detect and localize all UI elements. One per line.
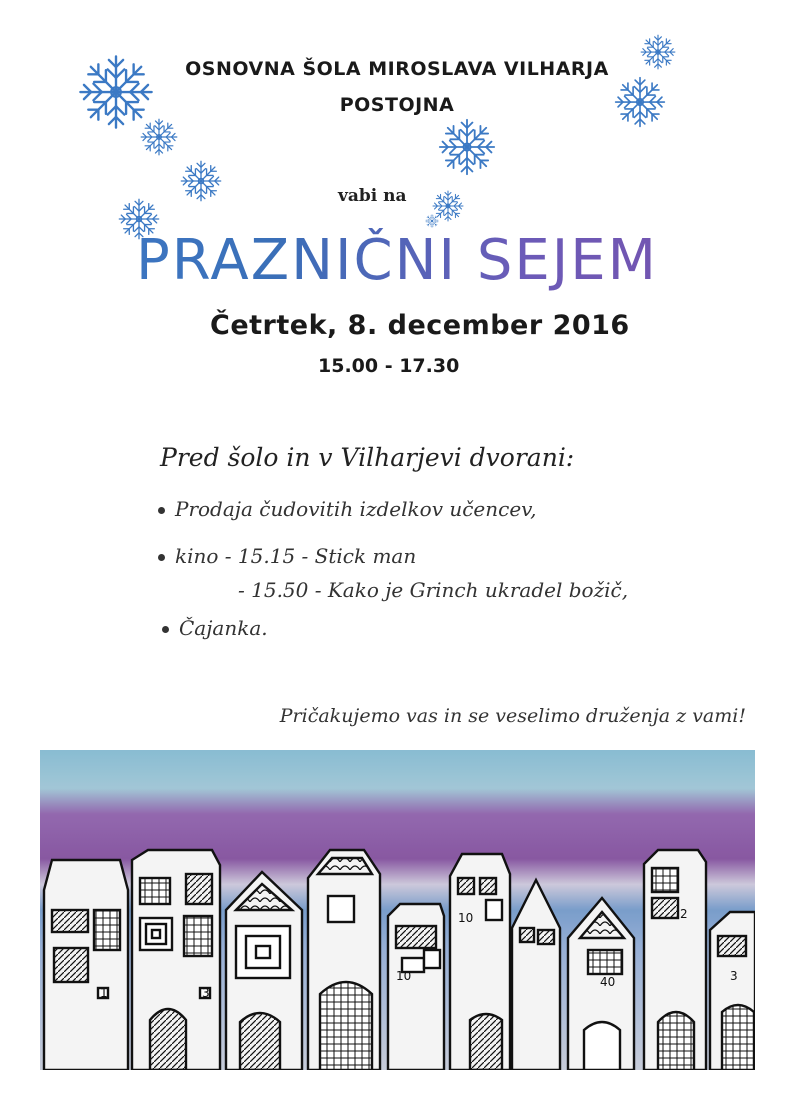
snowflake-icon bbox=[425, 214, 439, 228]
school-name: OSNOVNA ŠOLA MIROSLAVA VILHARJA bbox=[185, 58, 609, 80]
house-number: 3 bbox=[202, 986, 210, 1000]
program-item-text: kino - 15.15 - Stick man bbox=[175, 544, 417, 568]
snowflake-icon bbox=[438, 118, 496, 176]
program-intro: Pred šolo in v Vilharjevi dvorani: bbox=[160, 443, 575, 472]
house-number: 1 bbox=[100, 986, 108, 1000]
invite-text: vabi na bbox=[338, 186, 407, 206]
house-number: 10 bbox=[396, 969, 412, 983]
house-number: 3 bbox=[730, 969, 738, 983]
school-town: POSTOJNA bbox=[339, 94, 455, 116]
house-number: 2 bbox=[680, 907, 688, 921]
bullet-icon bbox=[162, 626, 169, 633]
event-title: PRAZNIČNI SEJEM bbox=[0, 228, 794, 293]
bullet-icon bbox=[158, 507, 165, 514]
bullet-icon bbox=[158, 554, 165, 561]
program-item bbox=[162, 616, 268, 640]
house-number: 40 bbox=[600, 975, 616, 989]
closing-message: Pričakujemo vas in se veselimo druženja z vami! bbox=[279, 705, 746, 727]
snowflake-icon bbox=[180, 160, 222, 202]
snowflake-icon bbox=[140, 118, 178, 156]
program-item-text: Prodaja čudovitih izdelkov učencev, bbox=[175, 497, 537, 521]
houses-artwork bbox=[40, 750, 755, 1070]
event-date: Četrtek, 8. december 2016 bbox=[210, 310, 630, 341]
event-time: 15.00 - 17.30 bbox=[318, 355, 460, 377]
program-item-text: Čajanka. bbox=[179, 616, 268, 640]
program-item-text: - 15.50 - Kako je Grinch ukradel božič, bbox=[238, 578, 629, 602]
house-number: 10 bbox=[458, 911, 474, 925]
program-item bbox=[158, 497, 536, 521]
program-item bbox=[158, 544, 416, 568]
program-item-continued bbox=[238, 578, 628, 602]
